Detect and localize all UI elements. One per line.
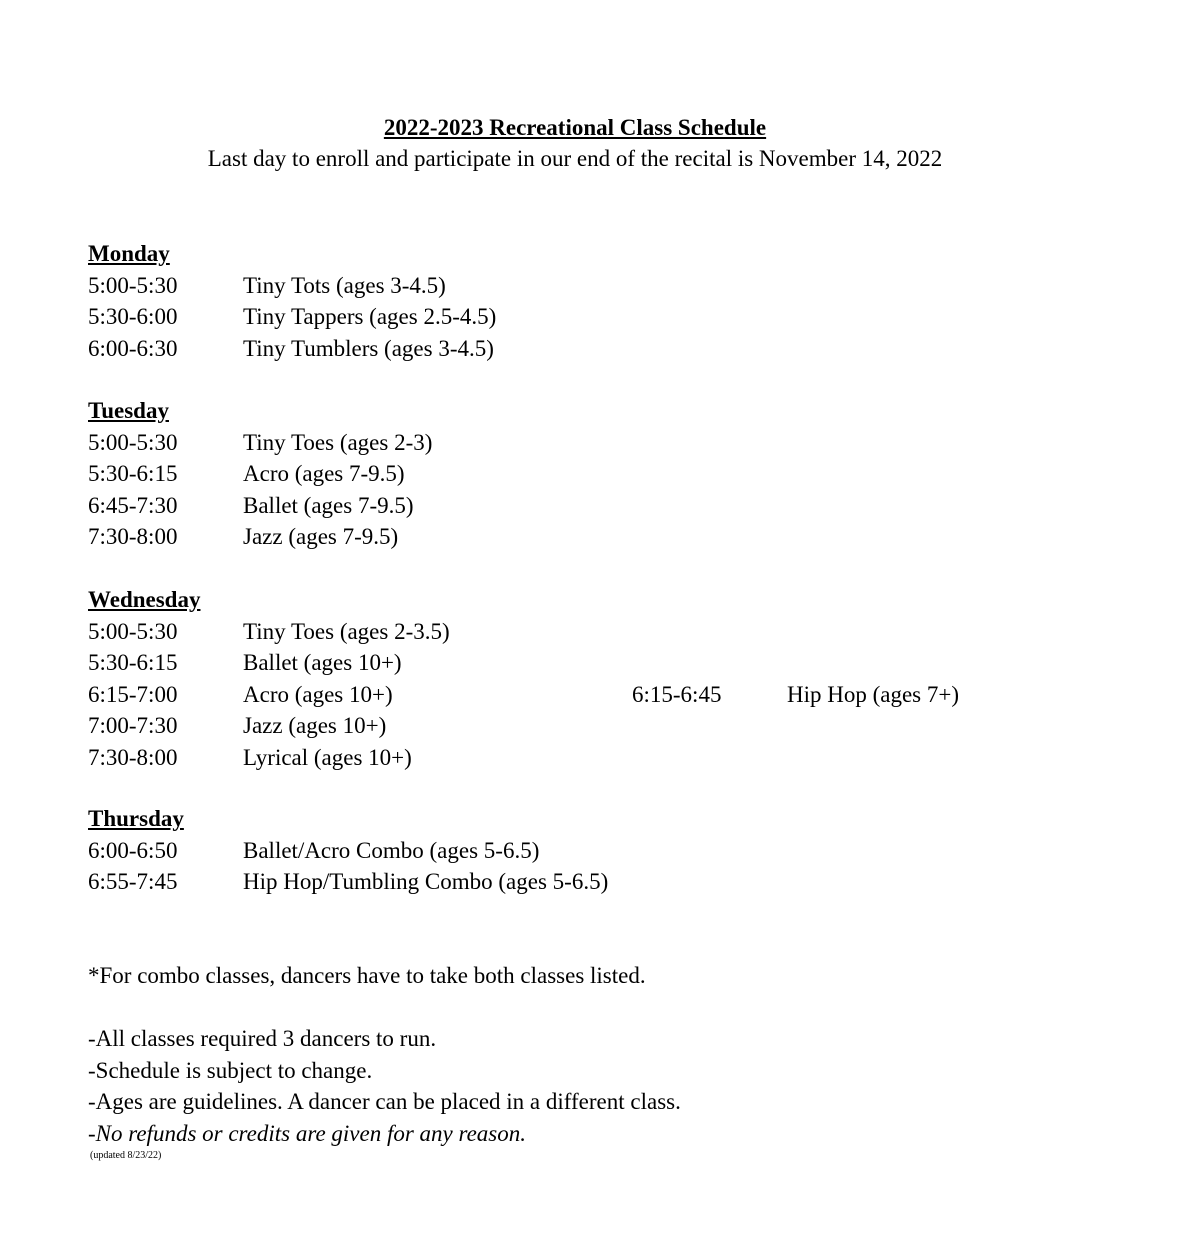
class-name: Tiny Tots (ages 3-4.5)	[243, 272, 446, 298]
class-name: Ballet/Acro Combo (ages 5-6.5)	[243, 837, 540, 863]
class-time: 5:30-6:15	[88, 461, 178, 486]
rule-item: -Ages are guidelines. A dancer can be placed in a different class.	[88, 1089, 681, 1114]
class-name: Hip Hop/Tumbling Combo (ages 5-6.5)	[243, 869, 609, 894]
class-time: 6:45-7:30	[88, 492, 178, 518]
class-row	[88, 835, 1088, 867]
class-name: Acro (ages 7-9.5)	[243, 461, 405, 486]
class-row	[88, 679, 1088, 711]
class-time-secondary: 6:15-6:45	[632, 681, 722, 707]
class-row	[88, 490, 1088, 522]
class-time: 7:30-8:00	[88, 744, 178, 770]
enrollment-deadline: Last day to enroll and participate in our end of the recital is November 14, 2022	[207, 146, 943, 171]
day-heading: Thursday	[88, 806, 184, 831]
day-heading: Wednesday	[88, 587, 201, 612]
class-name: Tiny Tappers (ages 2.5-4.5)	[243, 304, 497, 329]
class-name: Ballet (ages 10+)	[243, 650, 402, 675]
class-name-secondary: Hip Hop (ages 7+)	[787, 681, 960, 707]
class-row	[88, 616, 1088, 648]
class-name: Acro (ages 10+)	[243, 681, 393, 707]
class-name: Tiny Tumblers (ages 3-4.5)	[243, 335, 494, 361]
class-name: Jazz (ages 7-9.5)	[243, 524, 399, 549]
thursday-section	[88, 803, 1088, 898]
class-time: 5:30-6:00	[88, 304, 178, 329]
class-name: Tiny Toes (ages 2-3.5)	[243, 618, 450, 644]
class-name: Jazz (ages 10+)	[243, 713, 387, 738]
day-heading: Monday	[88, 241, 170, 266]
class-row	[88, 866, 1088, 898]
class-name: Tiny Toes (ages 2-3)	[243, 429, 433, 455]
class-time: 6:00-6:50	[88, 837, 178, 863]
class-time: 6:00-6:30	[88, 335, 178, 361]
refund-policy: -No refunds or credits are given for any reason.	[88, 1120, 527, 1146]
combo-note: *For combo classes, dancers have to take both classes listed.	[88, 963, 646, 988]
class-row	[88, 521, 1088, 553]
class-time: 5:00-5:30	[88, 429, 178, 455]
class-row	[88, 647, 1088, 679]
class-time: 5:00-5:30	[88, 272, 178, 298]
day-heading: Tuesday	[88, 398, 169, 423]
class-row	[88, 458, 1088, 490]
updated-date: (updated 8/23/22)	[90, 1150, 162, 1161]
class-row	[88, 710, 1088, 742]
class-row	[88, 301, 1088, 333]
tuesday-section	[88, 395, 1088, 553]
rule-item: -All classes required 3 dancers to run.	[88, 1026, 437, 1051]
class-row	[88, 270, 1088, 302]
class-time: 5:30-6:15	[88, 650, 178, 675]
class-time: 7:30-8:00	[88, 524, 178, 549]
rule-item: -Schedule is subject to change.	[88, 1057, 373, 1083]
class-row	[88, 427, 1088, 459]
page-title: 2022-2023 Recreational Class Schedule	[383, 115, 767, 140]
rules-section	[88, 1023, 1088, 1149]
wednesday-section	[88, 584, 1088, 773]
class-row	[88, 333, 1088, 365]
class-time: 7:00-7:30	[88, 713, 178, 738]
monday-section	[88, 238, 1088, 364]
class-name: Ballet (ages 7-9.5)	[243, 492, 414, 518]
class-time: 5:00-5:30	[88, 618, 178, 644]
class-row	[88, 742, 1088, 774]
class-time: 6:15-7:00	[88, 681, 178, 707]
class-time: 6:55-7:45	[88, 869, 178, 894]
class-name: Lyrical (ages 10+)	[243, 744, 412, 770]
combo-note-section	[88, 960, 1088, 992]
